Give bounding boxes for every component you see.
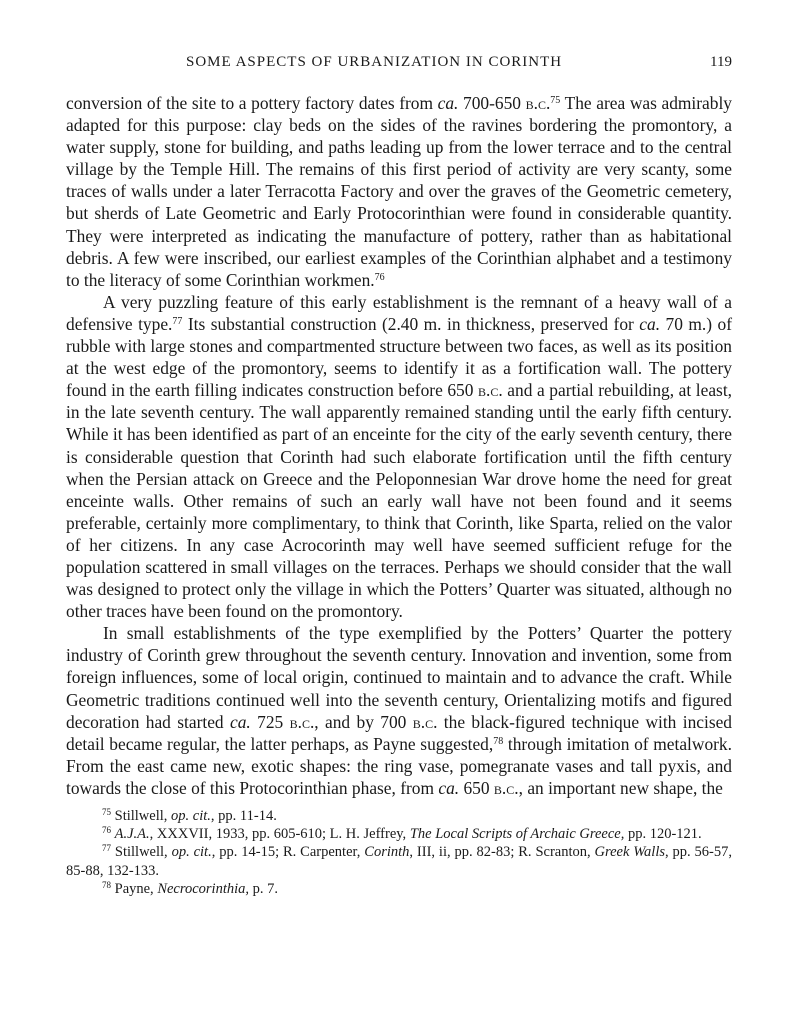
- text-run: , and by 700: [314, 711, 413, 732]
- paragraph-2: [66, 291, 732, 622]
- italic-text: The Local Scripts of Archaic Greece,: [409, 826, 625, 843]
- text-run: The area was admirably adapted for this purpose: clay beds on the sides of the ravines bordering the promontory, a water supply, stone for building, and paths leading up from the lower terrace and to the central village by the Temple Hill. The remains of this first period of activity are very scanty, some traces of walls under a later Terracotta Factory and over the graves of the Geometric cemetery, but sherds of Late Geometric and Early Protocorinthian were found in considerable quantity. They were interpreted as indicating the manufacture of pottery, rather than as habitational debris. A few were inscribed, our earliest examples of the Corinthian alphabet and a testimony to the literacy of some Corinthian workmen.: [66, 93, 732, 290]
- text-run: , pp. 14-15; R. Carpenter,: [211, 844, 365, 861]
- paragraph-1: [66, 92, 732, 291]
- italic-text: ca.: [229, 711, 251, 732]
- text-run: 725: [250, 711, 290, 732]
- text-run: Payne,: [114, 880, 158, 897]
- paragraph-3: [66, 622, 732, 799]
- italic-text: ca.: [438, 777, 460, 798]
- text-run: 650: [459, 777, 494, 798]
- footnote-77: [66, 843, 732, 879]
- text-run: 700-650: [458, 93, 526, 113]
- italic-text: Corinth: [364, 844, 410, 861]
- footnote-76: [66, 825, 732, 843]
- footnote-number: 77: [102, 843, 111, 854]
- text-run: In small establishments of the type exemplified by the Potters’ Quarter the pottery industry of Corinth grew throughout the seventh century. Innovation and invention, some from foreign influences, some of local origin, continued to maintain and to advance the craft. While Geometric traditions continued well into the seventh century, Orientalizing motifs and figured decoration had started: [66, 623, 732, 732]
- text-run: Stillwell,: [114, 844, 172, 861]
- text-run: p. 7.: [249, 880, 278, 897]
- running-title: SOME ASPECTS OF URBANIZATION IN CORINTH: [186, 54, 563, 70]
- text-run: , III, ii, pp. 82-83; R. Scranton,: [409, 844, 595, 861]
- small-caps-text: b.c.: [478, 380, 503, 401]
- text-run: Stillwell,: [114, 808, 172, 824]
- text-run: and a partial rebuilding, at least, in the late seventh century. The wall apparently remained standing until the early fifth century. While it has been identified as part of an enceinte for the city of the early seventh century, there is considerable question that Corinth had such elaborate fortification until the fifth century when the Persian attack on Greece and the Peloponnesian War drove home the need for great enceinte walls. Other remains of such an early wall have not been found and it seems preferable, certainly more complimentary, to think that Corinth, like Sparta, relied on the valor of her citizens. In any case Acrocorinth may well have seemed sufficient refuge for the population scattered in small villages on the terraces. Perhaps we should consider that the wall was designed to protect only the village in which the Potters’ Quarter was situated, although no other traces have been found on the promontory.: [66, 380, 733, 622]
- text-run: , pp. 56-57, 85-88, 132-133.: [66, 844, 732, 879]
- body-text: [66, 92, 732, 799]
- footnote-reference: 78: [493, 735, 504, 747]
- italic-text: A.J.A.: [114, 826, 150, 843]
- footnote-78: [66, 880, 732, 898]
- text-run: Its substantial construction (2.40 m. in thickness, preserved for: [182, 313, 640, 334]
- text-run: , pp. 11-14.: [210, 808, 277, 824]
- footnote-reference: 77: [172, 315, 183, 327]
- footnote-number: 75: [102, 807, 111, 817]
- text-run: the black-figured technique with incised detail became regular, the latter perhaps, as Payne suggested,: [66, 711, 733, 754]
- text-run: pp. 120-121.: [624, 826, 702, 843]
- text-run: , XXXVII, 1933, pp. 605-610; L. H. Jeffrey,: [149, 826, 410, 843]
- text-run: A very puzzling feature of this early establishment is the remnant of a heavy wall of a defensive type.: [66, 291, 732, 334]
- footnote-reference: 76: [374, 271, 385, 283]
- footnote-reference: 75: [550, 95, 561, 106]
- italic-text: ca.: [437, 93, 459, 113]
- small-caps-text: b.c.: [412, 711, 438, 732]
- running-head: [66, 52, 732, 78]
- italic-text: op. cit.: [171, 808, 211, 824]
- small-caps-text: b.c.: [289, 711, 315, 732]
- small-caps-text: b.c.: [525, 93, 551, 113]
- italic-text: op. cit.: [171, 844, 212, 861]
- footnotes: [66, 807, 732, 898]
- text-run: through imitation of metalwork. From the east came new, exotic shapes: the ring vase, pomegranate vases and tall pyxis, and towards the close of this Protocorinthian phase, from: [66, 733, 732, 798]
- small-caps-text: b.c.: [493, 777, 519, 798]
- page-number: 119: [710, 54, 732, 70]
- footnote-number: 76: [102, 825, 111, 836]
- text-run: 70 m.) of rubble with large stones and compartmented structure between two faces, as well as its position at the west edge of the promontory, seems to identify it as a fortification wall. The pottery found in the earth filling indicates construction before 650: [66, 313, 732, 401]
- italic-text: ca.: [639, 313, 661, 334]
- text-run: conversion of the site to a pottery factory dates from: [66, 93, 438, 113]
- page: [66, 52, 732, 898]
- footnote-75: [66, 807, 732, 825]
- italic-text: Greek Walls: [594, 844, 665, 861]
- text-run: , an important new shape, the: [518, 777, 723, 798]
- italic-text: Necrocorinthia,: [157, 880, 249, 897]
- footnote-number: 78: [102, 879, 111, 890]
